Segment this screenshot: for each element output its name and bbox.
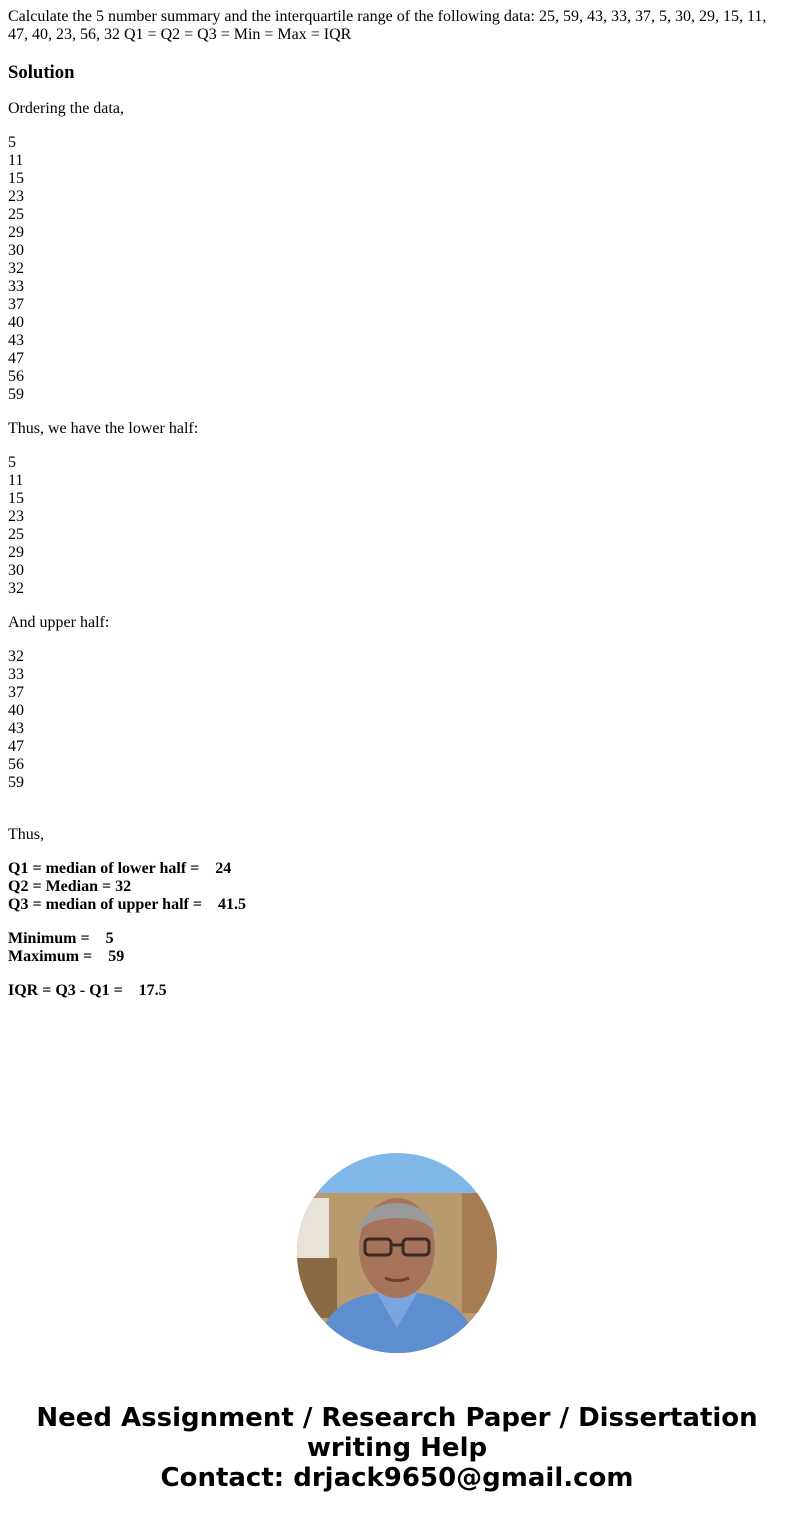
ordered-value: 56 (8, 368, 24, 385)
lower-half-value: 23 (8, 508, 24, 525)
upper-half-intro: And upper half: (8, 614, 110, 631)
lower-half-value: 25 (8, 526, 24, 543)
ordered-value: 15 (8, 170, 24, 187)
solution-heading: Solution (8, 62, 75, 83)
ordered-value: 25 (8, 206, 24, 223)
ordered-value: 23 (8, 188, 24, 205)
quartiles-block (8, 860, 786, 914)
lower-half-value: 29 (8, 544, 24, 561)
ordered-value: 29 (8, 224, 24, 241)
lower-half-value: 30 (8, 562, 24, 579)
footer-contact: Contact: drjack9650@gmail.com (160, 1463, 634, 1493)
lower-half-value: 11 (8, 472, 24, 489)
ordered-value: 30 (8, 242, 24, 259)
ordered-value: 11 (8, 152, 24, 169)
promo-footer (0, 1403, 794, 1493)
ordered-value: 59 (8, 386, 24, 403)
lower-half-value: 5 (8, 454, 16, 471)
document-body (8, 8, 786, 1016)
lower-half-intro: Thus, we have the lower half: (8, 420, 199, 437)
upper-half-value: 47 (8, 738, 24, 755)
footer-line-2: writing Help (306, 1433, 488, 1463)
lower-half-value: 15 (8, 490, 24, 507)
minmax-block (8, 930, 786, 966)
ordered-value: 32 (8, 260, 24, 277)
upper-half-value: 33 (8, 666, 24, 683)
ordered-value: 47 (8, 350, 24, 367)
lower-half-list (8, 454, 786, 598)
iqr-block (8, 982, 786, 1000)
ordered-value: 5 (8, 134, 16, 151)
upper-half-value: 43 (8, 720, 24, 737)
ordered-value: 40 (8, 314, 24, 331)
max-result: Maximum = 59 (8, 948, 125, 965)
upper-half-value: 32 (8, 648, 24, 665)
q3-result: Q3 = median of upper half = 41.5 (8, 896, 246, 913)
upper-half-value: 37 (8, 684, 24, 701)
lower-half-value: 32 (8, 580, 24, 597)
thus-text: Thus, (8, 826, 44, 843)
ordering-intro: Ordering the data, (8, 100, 124, 117)
author-photo (297, 1153, 497, 1353)
footer-line-1: Need Assignment / Research Paper / Dissertation (36, 1403, 758, 1433)
min-result: Minimum = 5 (8, 930, 114, 947)
upper-half-value: 59 (8, 774, 24, 791)
q1-result: Q1 = median of lower half = 24 (8, 860, 232, 877)
upper-half-value: 56 (8, 756, 24, 773)
upper-half-list (8, 648, 786, 792)
ordered-value: 33 (8, 278, 24, 295)
ordered-value: 37 (8, 296, 24, 313)
q2-result: Q2 = Median = 32 (8, 878, 132, 895)
ordered-value: 43 (8, 332, 24, 349)
iqr-result: IQR = Q3 - Q1 = 17.5 (8, 982, 167, 999)
ordered-data-list (8, 134, 786, 404)
question-text: Calculate the 5 number summary and the interquartile range of the following data: 25, 59, 43, 33, 37, 5, 30, 29, 15, 11, 47, 40, 23, 56, 32 Q1 = Q2 = Q3 = Min = Max = IQR (8, 8, 767, 43)
upper-half-value: 40 (8, 702, 24, 719)
